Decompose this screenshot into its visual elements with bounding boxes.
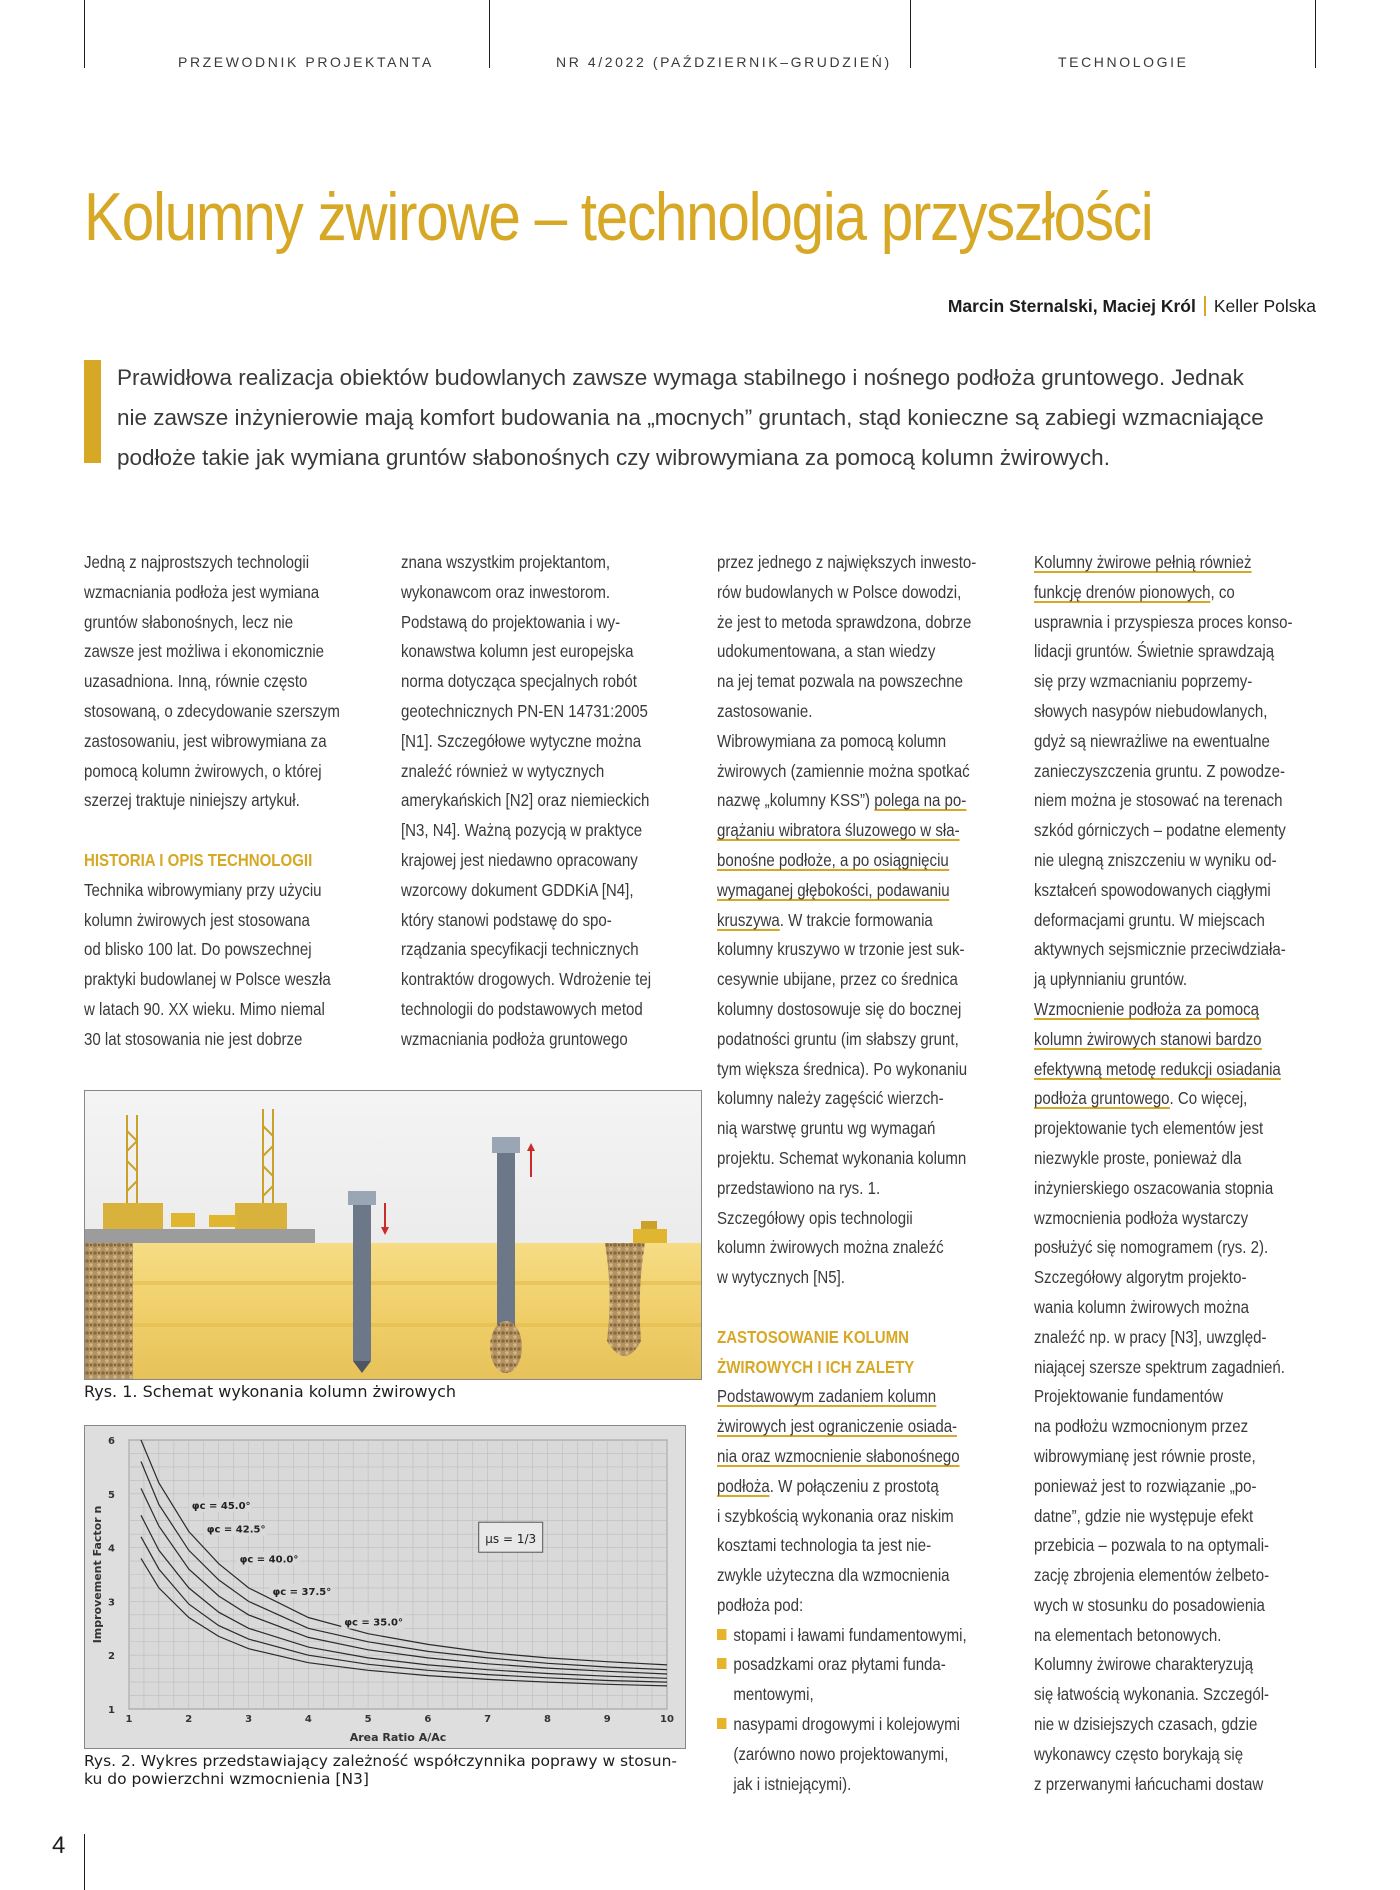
highlighted-text: żwirowych jest ograniczenie osiada- bbox=[717, 1416, 958, 1437]
text-run: . W trakcie formowania bbox=[779, 909, 933, 930]
text-line bbox=[717, 816, 1009, 846]
bullet-square-icon bbox=[717, 1658, 726, 1669]
text-line: kontraktów drogowych. Wdrożenie tej bbox=[401, 969, 652, 990]
section-heading: ZASTOSOWANIE KOLUMN bbox=[717, 1326, 910, 1347]
text-line: znana wszystkim projektantom, bbox=[401, 552, 611, 572]
series-label: φc = 35.0° bbox=[344, 1617, 403, 1629]
text-line bbox=[717, 846, 1009, 876]
text-line: Szczegółowy opis technologii bbox=[717, 1207, 913, 1228]
x-axis-label: Area Ratio A/Ac bbox=[349, 1731, 447, 1744]
series-label: φc = 40.0° bbox=[239, 1554, 299, 1566]
highlighted-text: kolumn żwirowych stanowi bardzo bbox=[1034, 1028, 1262, 1049]
highlighted-text: wymaganej głębokości, podawaniu bbox=[717, 879, 950, 900]
text-line: zanieczyszczenia gruntu. Z powodze- bbox=[1034, 760, 1285, 781]
bullet-continuation bbox=[717, 1680, 1026, 1710]
text-line bbox=[1034, 578, 1326, 608]
text-line: wzmocnienia podłoża wystarczy bbox=[1034, 1207, 1249, 1228]
byline bbox=[948, 296, 1316, 317]
lead-accent-bar bbox=[84, 360, 101, 463]
highlighted-text: podłoża gruntowego bbox=[1034, 1088, 1170, 1109]
text-line: się przy wzmacnianiu poprzemy- bbox=[1034, 671, 1253, 692]
text-line: Wibrowymiana za pomocą kolumn bbox=[717, 730, 947, 751]
text-column-2 bbox=[401, 548, 701, 1055]
text-line bbox=[1034, 1084, 1326, 1114]
text-line: kolumn żwirowych można znaleźć bbox=[717, 1237, 944, 1258]
text-line: usprawnia i przyspiesza proces konso- bbox=[1034, 611, 1293, 632]
text-line: stosowaną, o zdecydowanie szerszym bbox=[84, 700, 340, 721]
header-rule-1 bbox=[84, 0, 85, 68]
text-line: wykonawcy często borykają się bbox=[1034, 1743, 1244, 1764]
text-line: ponieważ jest to rozwiązanie „po- bbox=[1034, 1475, 1257, 1496]
header-rule-3 bbox=[910, 0, 911, 68]
figure-2-caption bbox=[84, 1752, 677, 1788]
text-line: żwirowych (zamiennie można spotkać bbox=[717, 760, 970, 781]
text-line: projektowanie tych elementów jest bbox=[1034, 1118, 1264, 1139]
figure-2-caption-line: ku do powierzchni wzmocnienia [N3] bbox=[84, 1770, 369, 1788]
lead-line: Prawidłowa realizacja obiektów budowlanych zawsze wymaga stabilnego i nośnego podłoża gruntowego. Jednak bbox=[117, 365, 1244, 390]
text-line: zwykle użyteczna dla wzmocnienia bbox=[717, 1565, 950, 1586]
text-line: kolumny kruszywo w trzonie jest suk- bbox=[717, 939, 965, 960]
running-head-right: TECHNOLOGIE bbox=[1058, 54, 1189, 70]
header-rule-4 bbox=[1315, 0, 1316, 68]
highlighted-text: polega na po- bbox=[874, 790, 967, 811]
text-line: cesywnie ubijane, przez co średnica bbox=[717, 969, 958, 990]
text-line: deformacjami gruntu. W miejscach bbox=[1034, 909, 1265, 930]
text-line: który stanowi podstawę do spo- bbox=[401, 909, 612, 930]
text-line: Szczegółowy algorytm projekto- bbox=[1034, 1267, 1247, 1288]
highlighted-text: efektywną metodę redukcji osiadania bbox=[1034, 1058, 1281, 1079]
bullet-text: (zarówno nowo projektowanymi, bbox=[733, 1743, 949, 1764]
byline-separator bbox=[1204, 296, 1206, 316]
text-line: Jedną z najprostszych technologii bbox=[84, 552, 310, 572]
section-heading: HISTORIA I OPIS TECHNOLOGII bbox=[84, 849, 313, 870]
y-tick-label: 4 bbox=[108, 1543, 115, 1555]
text-line: kształceń spowodowanych ciągłymi bbox=[1034, 879, 1271, 900]
running-head-center: NR 4/2022 (PAŹDZIERNIK–GRUDZIEŃ) bbox=[556, 54, 892, 70]
figure-1-caption: Rys. 1. Schemat wykonania kolumn żwirowych bbox=[84, 1382, 457, 1401]
text-line bbox=[717, 1412, 1009, 1442]
series-label: φc = 42.5° bbox=[206, 1524, 266, 1536]
author-names: Marcin Sternalski, Maciej Król bbox=[947, 296, 1196, 316]
text-line: z przerwanymi łańcuchami dostaw bbox=[1034, 1773, 1264, 1794]
text-line: uzasadniona. Inną, równie często bbox=[84, 671, 308, 692]
text-line: niem można je stosować na terenach bbox=[1034, 790, 1283, 811]
text-line: podłoża pod: bbox=[717, 1594, 804, 1615]
text-line: geotechnicznych PN-EN 14731:2005 bbox=[401, 700, 648, 721]
text-line bbox=[717, 1382, 1009, 1412]
highlighted-text: nia oraz wzmocnienie słabonośnego bbox=[717, 1445, 960, 1466]
text-line: nie w dzisiejszych czasach, gdzie bbox=[1034, 1714, 1258, 1735]
annotation-label: μs = 1/3 bbox=[485, 1532, 537, 1547]
text-line: szerzej traktuje niniejszy artykuł. bbox=[84, 790, 300, 811]
section-heading: ŻWIROWYCH I ICH ZALETY bbox=[717, 1356, 915, 1377]
x-tick-label: 2 bbox=[185, 1714, 193, 1725]
x-tick-label: 9 bbox=[603, 1714, 611, 1725]
text-line: wych w stosunku do posadowienia bbox=[1034, 1594, 1265, 1615]
bullet-text: stopami i ławami fundamentowymi, bbox=[733, 1624, 967, 1645]
article-title: Kolumny żwirowe – technologia przyszłości bbox=[84, 179, 1153, 255]
text-line: wzmacniania podłoża gruntowego bbox=[401, 1028, 628, 1049]
text-line: wzorcowy dokument GDDKiA [N4], bbox=[401, 879, 634, 900]
text-line: Kolumny żwirowe charakteryzują bbox=[1034, 1654, 1254, 1675]
text-line: praktyki budowlanej w Polsce weszła bbox=[84, 969, 331, 990]
running-head-left: PRZEWODNIK PROJEKTANTA bbox=[178, 54, 434, 70]
text-line bbox=[717, 1442, 1009, 1472]
text-line: zastosowanie. bbox=[717, 700, 813, 721]
x-tick-label: 5 bbox=[364, 1714, 372, 1725]
text-line: nią warstwę gruntu wg wymagań bbox=[717, 1118, 936, 1139]
text-line: [N3, N4]. Ważną pozycją w praktyce bbox=[401, 820, 643, 841]
header-rule-2 bbox=[489, 0, 490, 68]
text-line: że jest to metoda sprawdzona, dobrze bbox=[717, 611, 972, 632]
text-line bbox=[84, 816, 376, 846]
x-tick-label: 3 bbox=[245, 1714, 253, 1725]
text-line: ją upłynnianiu gruntów. bbox=[1034, 969, 1188, 990]
text-line: pomocą kolumn żwirowych, o której bbox=[84, 760, 322, 781]
text-line: udokumentowana, a stan wiedzy bbox=[717, 641, 936, 662]
bullet-text: mentowymi, bbox=[733, 1684, 814, 1705]
text-run: . Co więcej, bbox=[1169, 1088, 1248, 1109]
text-line: przedstawiono na rys. 1. bbox=[717, 1177, 881, 1198]
bullet-item bbox=[717, 1710, 1009, 1740]
series-label: φc = 37.5° bbox=[272, 1586, 332, 1598]
text-line: kolumn żwirowych jest stosowana bbox=[84, 909, 310, 930]
author-affiliation: Keller Polska bbox=[1213, 296, 1316, 316]
text-line bbox=[1034, 548, 1326, 578]
x-tick-label: 1 bbox=[125, 1714, 133, 1725]
highlighted-text: grążaniu wibratora śluzowego w sła- bbox=[717, 820, 960, 841]
text-column-3 bbox=[717, 548, 1017, 1799]
footer-rule bbox=[84, 1834, 85, 1890]
figure-1-illustration bbox=[84, 1090, 702, 1380]
text-column-1 bbox=[84, 548, 384, 1055]
y-tick-label: 3 bbox=[108, 1597, 115, 1609]
text-line: szkód górniczych – podatne elementy bbox=[1034, 820, 1286, 841]
lead-paragraph bbox=[117, 358, 1337, 478]
chart-grid bbox=[129, 1440, 667, 1709]
bullet-item bbox=[717, 1621, 1009, 1651]
bullet-text: nasypami drogowymi i kolejowymi bbox=[733, 1714, 961, 1735]
text-line: wania kolumn żwirowych można bbox=[1034, 1296, 1249, 1317]
text-line: znaleźć również w wytycznych bbox=[401, 760, 605, 781]
text-line: rządzania specyfikacji technicznych bbox=[401, 939, 639, 960]
lead-line: nie zawsze inżynierowie mają komfort budowania na „mocnych” gruntach, stąd konieczne są zabiegi wzmacniające bbox=[117, 405, 1264, 430]
text-line: kosztami technologia ta jest nie- bbox=[717, 1535, 932, 1556]
text-line: niezwykle proste, ponieważ dla bbox=[1034, 1147, 1242, 1168]
figure-2-caption-line: Rys. 2. Wykres przedstawiający zależność współczynnika poprawy w stosun- bbox=[84, 1752, 677, 1770]
text-line: na podłożu wzmocnionym przez bbox=[1034, 1416, 1249, 1437]
text-line: zawsze jest możliwa i ekonomicznie bbox=[84, 641, 325, 662]
bullet-square-icon bbox=[717, 1718, 726, 1729]
text-line bbox=[1034, 1055, 1326, 1085]
text-line: [N1]. Szczegółowe wytyczne można bbox=[401, 730, 642, 751]
text-line: słowych nasypów niebudowlanych, bbox=[1034, 700, 1268, 721]
highlighted-text: bonośne podłoże, a po osiągnięciu bbox=[717, 849, 949, 870]
highlighted-text: funkcję drenów pionowych bbox=[1034, 581, 1211, 602]
text-line bbox=[1034, 1025, 1326, 1055]
text-line: w wytycznych [N5]. bbox=[717, 1267, 845, 1288]
figure-2-chart bbox=[84, 1425, 686, 1749]
x-tick-label: 7 bbox=[484, 1714, 492, 1725]
text-line: się łatwością wykonania. Szczegól- bbox=[1034, 1684, 1270, 1705]
highlighted-text: kruszywa bbox=[717, 909, 780, 930]
text-run: , co bbox=[1210, 581, 1235, 602]
bullet-continuation bbox=[717, 1770, 1026, 1800]
bullet-item bbox=[717, 1650, 1009, 1680]
construction-scheme-graphic bbox=[85, 1091, 701, 1379]
text-line: amerykańskich [N2] oraz niemieckich bbox=[401, 790, 650, 811]
bullet-continuation bbox=[717, 1740, 1026, 1770]
page-number: 4 bbox=[52, 1832, 66, 1859]
y-axis-label: Improvement Factor n bbox=[91, 1505, 104, 1644]
text-line bbox=[717, 786, 1009, 816]
x-tick-label: 4 bbox=[304, 1714, 312, 1725]
text-line bbox=[1034, 995, 1326, 1025]
text-line: lidacji gruntów. Świetnie sprawdzają bbox=[1034, 641, 1275, 662]
text-run: . W połączeniu z prostotą bbox=[769, 1475, 939, 1496]
highlighted-text: Wzmocnienie podłoża za pomocą bbox=[1034, 998, 1260, 1019]
text-line bbox=[717, 1293, 1009, 1323]
text-line: norma dotycząca specjalnych robót bbox=[401, 671, 637, 692]
text-line bbox=[717, 1472, 1009, 1502]
text-column-4 bbox=[1034, 548, 1334, 1799]
text-line: datne”, gdzie nie występuje efekt bbox=[1034, 1505, 1254, 1526]
text-line: na jej temat pozwala na powszechne bbox=[717, 671, 963, 692]
text-line: gdyż są niewrażliwe na ewentualne bbox=[1034, 730, 1270, 751]
y-tick-label: 6 bbox=[108, 1436, 115, 1447]
text-line: w latach 90. XX wieku. Mimo niemal bbox=[84, 998, 325, 1019]
text-line: projektu. Schemat wykonania kolumn bbox=[717, 1147, 967, 1168]
x-tick-label: 8 bbox=[543, 1714, 551, 1725]
text-line: gruntów słabonośnych, lecz nie bbox=[84, 611, 294, 632]
text-line: przebicia – pozwala to na optymali- bbox=[1034, 1535, 1270, 1556]
text-line: przez jednego z największych inwesto- bbox=[717, 552, 977, 572]
bullet-square-icon bbox=[717, 1629, 726, 1640]
text-run: nazwę „kolumny KSS”) bbox=[717, 790, 875, 811]
text-line: Podstawą do projektowania i wy- bbox=[401, 611, 621, 632]
text-line: rów budowlanych w Polsce dowodzi, bbox=[717, 581, 962, 602]
text-line: wibrowymianę jest równie proste, bbox=[1034, 1445, 1256, 1466]
text-line: na elementach betonowych. bbox=[1034, 1624, 1222, 1645]
text-line: zastosowaniu, jest wibrowymiana za bbox=[84, 730, 327, 751]
text-line: niającej szersze spektrum zagadnień. bbox=[1034, 1356, 1285, 1377]
bullet-text: jak i istniejącymi). bbox=[733, 1773, 852, 1794]
highlighted-text: Podstawowym zadaniem kolumn bbox=[717, 1386, 937, 1407]
text-line bbox=[717, 906, 1009, 936]
text-line: konawstwa kolumn jest europejska bbox=[401, 641, 634, 662]
text-line: nie ulegną zniszczeniu w wyniku od- bbox=[1034, 849, 1277, 870]
text-line: znaleźć np. w pracy [N3], uwzględ- bbox=[1034, 1326, 1267, 1347]
text-line: wykonawcom oraz inwestorom. bbox=[401, 581, 611, 602]
text-line: aktywnych sejsmicznie przeciwdziała- bbox=[1034, 939, 1286, 960]
x-tick-label: 10 bbox=[660, 1714, 674, 1725]
text-line: kolumny dostosowuje się do bocznej bbox=[717, 998, 962, 1019]
y-tick-label: 2 bbox=[108, 1651, 115, 1663]
y-tick-label: 1 bbox=[108, 1705, 115, 1716]
highlighted-text: Kolumny żwirowe pełnią również bbox=[1034, 552, 1252, 572]
text-line: posłużyć się nomogramem (rys. 2). bbox=[1034, 1237, 1269, 1258]
text-line: zację zbrojenia elementów żelbeto- bbox=[1034, 1565, 1270, 1586]
bullet-text: posadzkami oraz płytami funda- bbox=[733, 1654, 946, 1675]
text-line bbox=[717, 876, 1009, 906]
text-line: krajowej jest niedawno opracowany bbox=[401, 849, 638, 870]
text-line: tym większa średnica). Po wykonaniu bbox=[717, 1058, 968, 1079]
text-line: wzmacniania podłoża jest wymiana bbox=[84, 581, 320, 602]
y-tick-label: 5 bbox=[108, 1489, 115, 1501]
text-line: Projektowanie fundamentów bbox=[1034, 1386, 1224, 1407]
text-line: inżynierskiego oszacowania stopnia bbox=[1034, 1177, 1274, 1198]
text-line: 30 lat stosowania nie jest dobrze bbox=[84, 1028, 303, 1049]
text-line: od blisko 100 lat. Do powszechnej bbox=[84, 939, 312, 960]
x-tick-label: 6 bbox=[424, 1714, 432, 1725]
highlighted-text: podłoża bbox=[717, 1475, 770, 1496]
series-label: φc = 45.0° bbox=[191, 1500, 251, 1512]
text-line: i szybkością wykonania oraz niskim bbox=[717, 1505, 954, 1526]
text-line: technologii do podstawowych metod bbox=[401, 998, 643, 1019]
lead-line: podłoże takie jak wymiana gruntów słabonośnych czy wibrowymiana za pomocą kolumn żwirowych. bbox=[117, 445, 1110, 470]
text-line: Technika wibrowymiany przy użyciu bbox=[84, 879, 322, 900]
text-line: kolumny należy zagęścić wierzch- bbox=[717, 1088, 944, 1109]
text-line: podatności gruntu (im słabszy grunt, bbox=[717, 1028, 959, 1049]
improvement-factor-chart bbox=[85, 1426, 685, 1748]
